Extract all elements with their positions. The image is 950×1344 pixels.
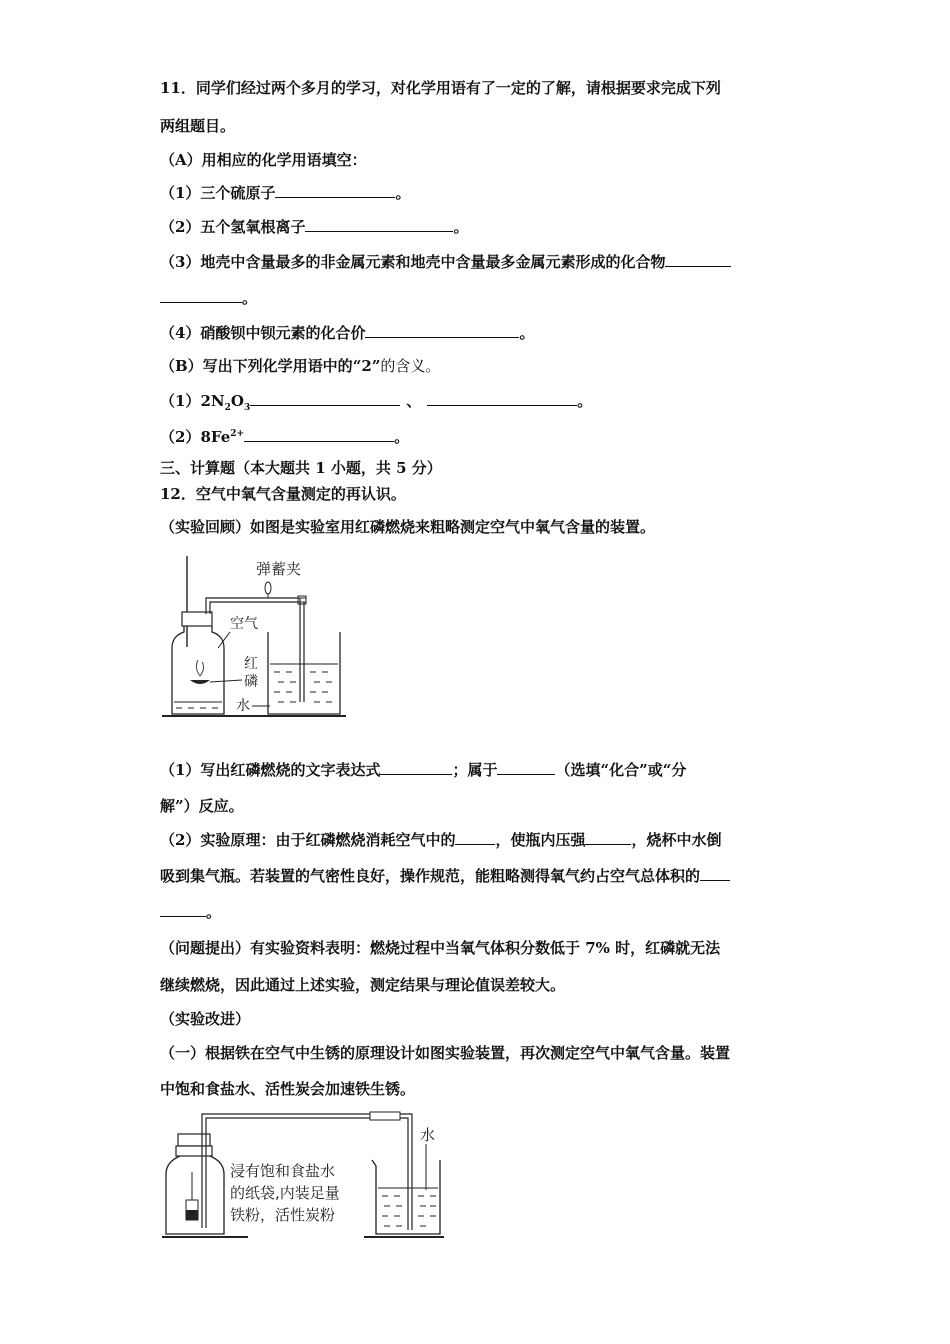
q11-partB-a: （B）写出下列化学用语中的: [160, 357, 353, 375]
q11-b1: [160, 391, 592, 418]
formula-8fe2plus: $8Fe^{2+}$: [200, 428, 245, 446]
q11-partA: （A）用相应的化学用语填空：: [160, 151, 367, 169]
q12-s2-c: ，烧杯中水倒: [631, 831, 722, 849]
answer-blank[interactable]: [665, 252, 731, 267]
q11-a4-text: （4）硝酸钡中钡元素的化合价: [160, 324, 366, 342]
q12-s1-cont: 解”）反应。: [160, 797, 244, 815]
label-clamp: 弹蓄夹: [256, 560, 302, 578]
period: 。: [206, 903, 222, 921]
answer-blank[interactable]: [497, 760, 555, 775]
answer-blank[interactable]: [275, 183, 395, 198]
q12-stem: 12．空气中氧气含量测定的再认识。: [160, 485, 406, 503]
q12-s2: [160, 830, 721, 850]
answer-blank[interactable]: [160, 288, 242, 303]
label-air: 空气: [230, 616, 258, 632]
q11-a1-text: （1）三个硫原子: [160, 184, 276, 202]
q12-s2-b: ，使瓶内压强: [495, 831, 586, 849]
q12-improve: （实验改进）: [160, 1010, 251, 1028]
q12-s2-a: （2）实验原理：由于红磷燃烧消耗空气中的: [160, 831, 456, 849]
answer-blank[interactable]: [244, 427, 394, 442]
label-water: 水: [236, 698, 250, 714]
label-bag-3: 铁粉，活性炭粉: [230, 1206, 336, 1224]
label-water-2: 水: [420, 1126, 436, 1144]
q11-stem-line2: 两组题目。: [160, 117, 236, 135]
q12-problem-1: （问题提出）有实验资料表明：燃烧过程中当氧气体积分数低于 7% 时，红磷就无法: [160, 939, 721, 957]
q11-a1: [160, 183, 410, 203]
q12-s1-b: ；属于: [452, 761, 498, 779]
q12-s1: [160, 760, 686, 780]
q11-b2-prefix: （2）: [160, 428, 201, 446]
q12-problem-2: 继续燃烧，因此通过上述实验，测定结果与理论值误差较大。: [160, 976, 566, 994]
answer-blank[interactable]: [365, 323, 519, 338]
q11-a4: [160, 323, 534, 343]
q12-improve1-1: （一）根据铁在空气中生锈的原理设计如图实验装置，再次测定空气中氧气含量。装置: [160, 1044, 731, 1062]
figure-iron-rust-apparatus: [158, 1110, 448, 1242]
label-red2: 磷: [244, 674, 258, 690]
period: 。: [519, 324, 535, 342]
period: 。: [394, 428, 410, 446]
label-bag-2: 的纸袋,内装足量: [230, 1184, 340, 1202]
label-red1: 红: [244, 656, 258, 672]
answer-blank[interactable]: [700, 866, 730, 881]
separator: 、: [406, 392, 422, 410]
q11-partB-b: “2”: [352, 357, 381, 375]
period: 。: [242, 289, 258, 307]
answer-blank[interactable]: [380, 760, 452, 775]
q11-a3-text: （3）地壳中含量最多的非金属元素和地壳中含量最多金属元素形成的化合物: [160, 253, 666, 271]
formula-2n2o3: $2N_2O_3$: [200, 392, 251, 413]
q11-a2: [160, 217, 468, 237]
q12-improve1-2: 中饱和食盐水、活性炭会加速铁生锈。: [160, 1080, 416, 1098]
section3-title: 三、计算题（本大题共 1 小题，共 5 分）: [160, 459, 442, 477]
q11-partB: [160, 356, 440, 376]
answer-blank[interactable]: [160, 902, 206, 917]
q12-s2-cont: [160, 866, 730, 886]
q12-s1-c: （选填“化合”或“分: [555, 761, 687, 779]
q11-b2: [160, 424, 409, 447]
q12-review: （实验回顾）如图是实验室用红磷燃烧来粗略测定空气中氧气含量的装置。: [160, 518, 656, 536]
answer-blank[interactable]: [305, 217, 453, 232]
q11-a2-text: （2）五个氢氧根离子: [160, 218, 306, 236]
period: 。: [453, 218, 469, 236]
answer-blank[interactable]: [585, 830, 631, 845]
answer-blank[interactable]: [455, 830, 495, 845]
q11-a3-cont: [160, 288, 257, 308]
q11-b1-prefix: （1）: [160, 392, 201, 410]
q11-partB-c: 的含义。: [380, 357, 441, 375]
q12-s2-cont2: [160, 902, 221, 922]
q11-a3: [160, 252, 731, 272]
answer-blank[interactable]: [427, 391, 577, 406]
label-bag-1: 浸有饱和食盐水: [230, 1162, 336, 1180]
q11-stem-line1: 11．同学们经过两个多月的学习，对化学用语有了一定的了解，请根据要求完成下列: [160, 79, 721, 97]
q12-s1-a: （1）写出红磷燃烧的文字表达式: [160, 761, 381, 779]
period: 。: [577, 392, 593, 410]
answer-blank[interactable]: [250, 391, 400, 406]
period: 。: [395, 184, 411, 202]
figure-red-phosphorus-apparatus: [160, 552, 350, 722]
q12-s2-d: 吸到集气瓶。若装置的气密性良好，操作规范，能粗略测得氧气约占空气总体积的: [160, 867, 701, 885]
